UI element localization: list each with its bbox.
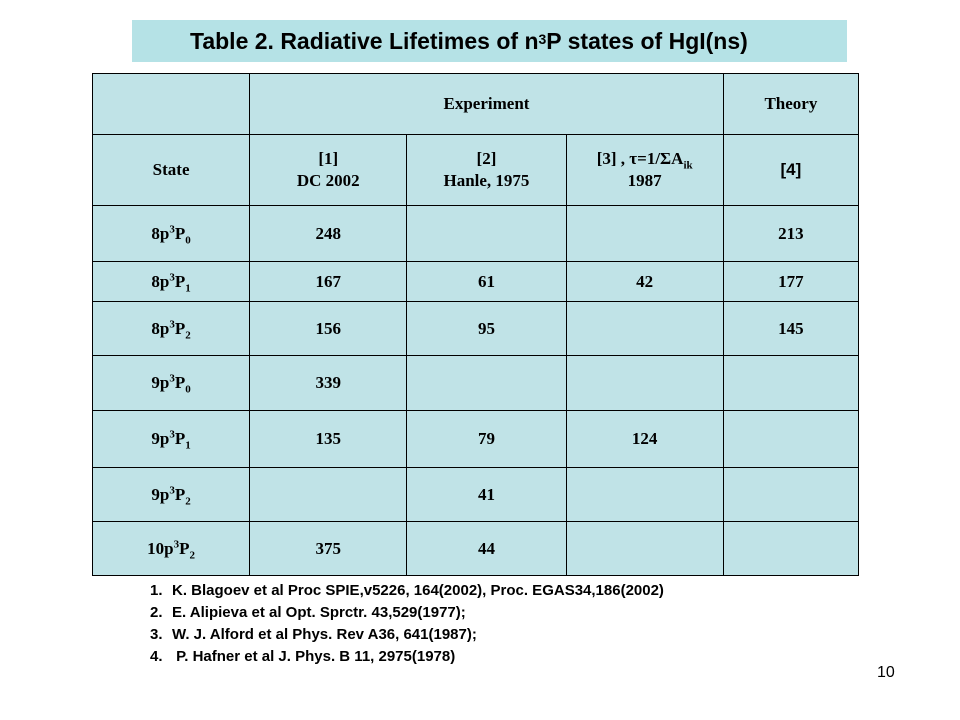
- reference-number: 3.: [150, 626, 163, 643]
- ref2-cell: 79: [407, 411, 566, 468]
- ref3-cell: 124: [566, 411, 723, 468]
- ref3-subscript: ik: [683, 159, 693, 172]
- state-n: 10p: [147, 538, 174, 558]
- state-n: 8p: [151, 271, 170, 291]
- reference-item: [150, 580, 664, 602]
- group-header-row: [93, 74, 859, 135]
- ref1-cell: 156: [250, 302, 407, 356]
- state-cell: [93, 468, 250, 522]
- state-header: State: [93, 135, 250, 206]
- ref2-cell: 95: [407, 302, 566, 356]
- state-sub: 2: [185, 494, 191, 507]
- theory-header: Theory: [723, 74, 858, 135]
- state-cell: [93, 262, 250, 302]
- state-sub: 1: [185, 439, 191, 452]
- ref1-cell: 135: [250, 411, 407, 468]
- ref3-label: [3] , τ=1/ΣA: [596, 149, 684, 168]
- ref2-cell: 61: [407, 262, 566, 302]
- ref4-cell: 145: [723, 302, 858, 356]
- title-suffix: P states of HgI(ns): [546, 27, 748, 54]
- ref3-cell: [566, 206, 723, 262]
- state-sup: 3: [169, 222, 175, 235]
- ref2-label: [2]: [476, 149, 497, 168]
- state-sub: 0: [185, 383, 191, 396]
- ref1-cell: 339: [250, 356, 407, 411]
- ref4-header: [4]: [723, 135, 858, 206]
- reference-text: E. Alipieva et al Opt. Sprctr. 43,529(1977);: [172, 604, 466, 621]
- header-empty-cell: [93, 74, 250, 135]
- title-prefix: Table 2. Radiative Lifetimes of n: [190, 27, 539, 54]
- state-n: 8p: [151, 318, 170, 338]
- ref4-cell: 213: [723, 206, 858, 262]
- ref1-cell: [250, 468, 407, 522]
- table-row: [93, 302, 859, 356]
- state-sup: 3: [169, 317, 175, 330]
- state-cell: [93, 302, 250, 356]
- ref2-cell: 41: [407, 468, 566, 522]
- state-sub: 2: [189, 548, 196, 561]
- column-header-row: [93, 135, 859, 206]
- title-superscript: 3: [538, 31, 547, 47]
- lifetimes-table: [92, 73, 859, 576]
- table-row: [93, 411, 859, 468]
- ref1-source: DC 2002: [296, 171, 360, 190]
- references-list: [150, 580, 664, 668]
- state-n: 9p: [151, 429, 170, 448]
- reference-text: W. J. Alford et al Phys. Rev A36, 641(1987);: [172, 626, 477, 643]
- reference-text: P. Hafner et al J. Phys. B 11, 2975(1978): [172, 648, 456, 665]
- ref1-cell: 167: [250, 262, 407, 302]
- ref1-cell: 375: [250, 522, 407, 576]
- state-n: 9p: [151, 484, 170, 504]
- ref1-cell: 248: [250, 206, 407, 262]
- state-sup: 3: [169, 270, 175, 283]
- ref1-header: [250, 135, 407, 206]
- state-p: P: [179, 538, 190, 558]
- state-cell: [93, 206, 250, 262]
- state-cell: [93, 522, 250, 576]
- reference-number: 2.: [150, 604, 163, 621]
- ref4-cell: [723, 411, 858, 468]
- state-sub: 1: [185, 281, 191, 294]
- state-p: P: [174, 223, 186, 243]
- state-p: P: [174, 271, 186, 291]
- table-row: [93, 468, 859, 522]
- state-p: P: [174, 429, 186, 448]
- table-row: [93, 356, 859, 411]
- ref3-header: [566, 135, 723, 206]
- ref4-cell: [723, 468, 858, 522]
- ref2-cell: [407, 356, 566, 411]
- state-n: 9p: [151, 373, 170, 392]
- ref3-cell: [566, 302, 723, 356]
- state-cell: [93, 356, 250, 411]
- ref3-cell: [566, 356, 723, 411]
- state-sub: 2: [185, 328, 191, 341]
- reference-item: [150, 646, 664, 668]
- ref2-header: [407, 135, 566, 206]
- state-sup: 3: [173, 537, 180, 550]
- experiment-header: Experiment: [250, 74, 724, 135]
- table-row: [93, 262, 859, 302]
- reference-item: [150, 602, 664, 624]
- table-row: [93, 206, 859, 262]
- ref2-cell: [407, 206, 566, 262]
- ref3-cell: [566, 468, 723, 522]
- state-n: 8p: [151, 223, 170, 243]
- table-row: [93, 522, 859, 576]
- state-p: P: [174, 373, 186, 392]
- state-sup: 3: [169, 483, 175, 496]
- ref3-cell: 42: [566, 262, 723, 302]
- ref2-cell: 44: [407, 522, 566, 576]
- state-p: P: [174, 318, 186, 338]
- ref3-year: 1987: [627, 171, 662, 190]
- ref1-label: [1]: [318, 149, 339, 168]
- state-sup: 3: [169, 428, 175, 441]
- reference-text: K. Blagoev et al Proc SPIE,v5226, 164(2002), Proc. EGAS34,186(2002): [172, 582, 664, 599]
- ref4-cell: [723, 356, 858, 411]
- reference-item: [150, 624, 664, 646]
- reference-number: 4.: [150, 648, 163, 665]
- state-p: P: [174, 484, 186, 504]
- ref4-cell: [723, 522, 858, 576]
- state-sub: 0: [185, 233, 191, 246]
- state-cell: [93, 411, 250, 468]
- page-number: 10: [877, 664, 895, 681]
- ref4-cell: 177: [723, 262, 858, 302]
- ref3-cell: [566, 522, 723, 576]
- ref2-source: Hanle, 1975: [443, 171, 530, 190]
- table-title: [132, 20, 847, 62]
- reference-number: 1.: [150, 582, 163, 599]
- state-sup: 3: [169, 372, 175, 385]
